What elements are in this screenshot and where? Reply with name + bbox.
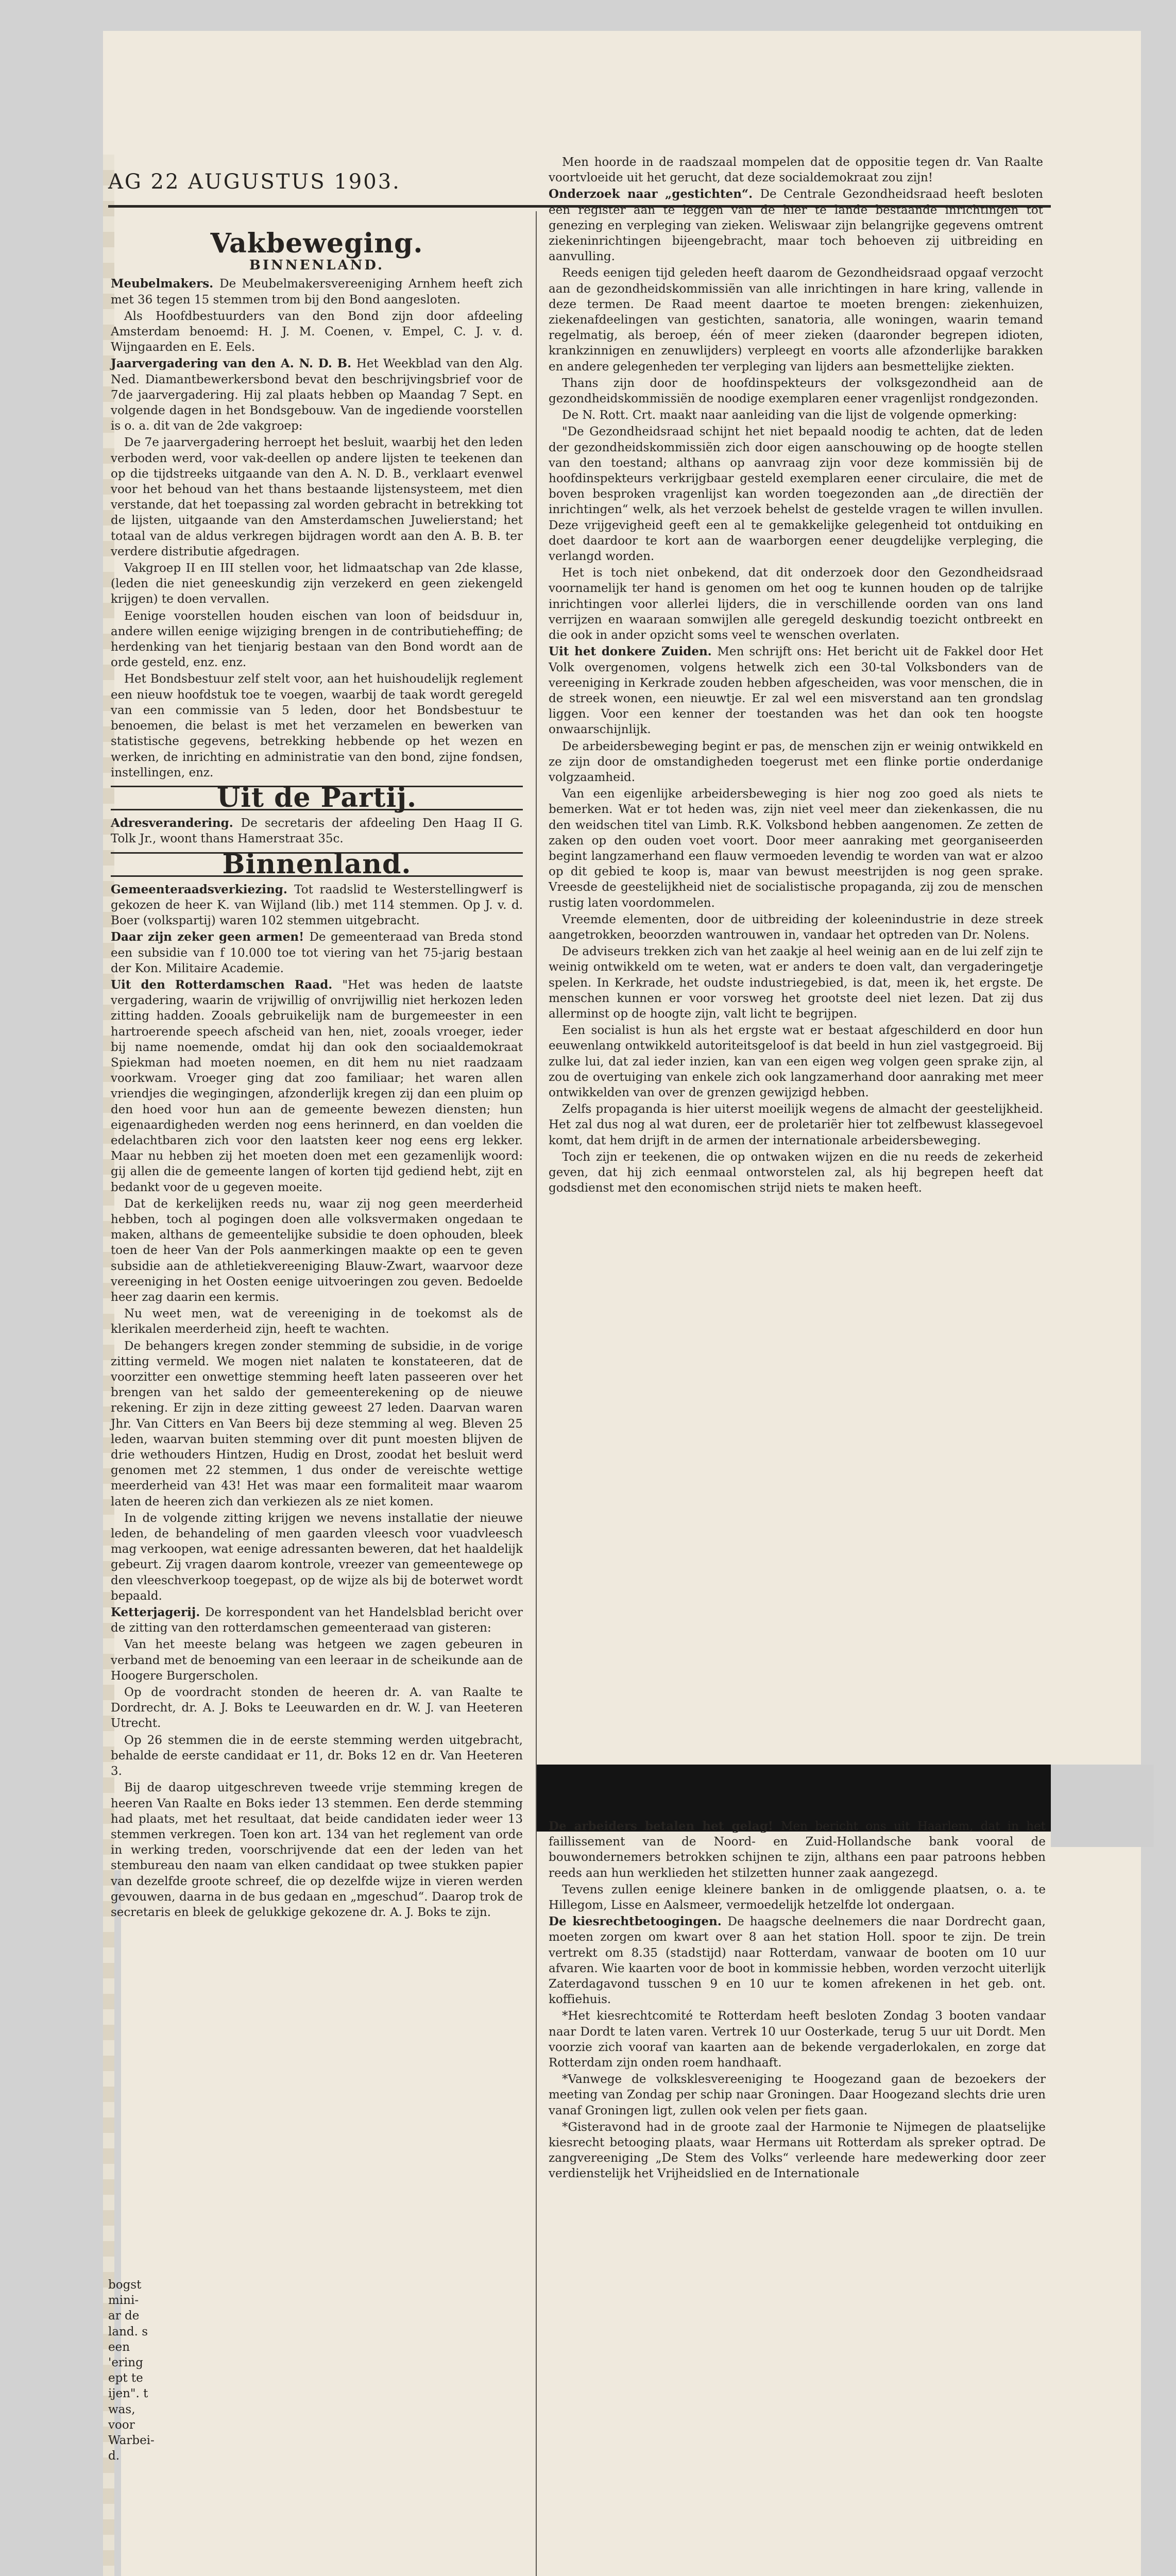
- article-paragraph: [549, 2120, 1046, 2182]
- article-text: Men bericht ons uit Haarlem, dat in het faillissement van de Noord- en Zuid-Hollandsche bank vooral de bouwondernemers betrokken schijnen te zijn, althans een paar patroons hebben reeds aan hun werklieden het stilzetten hunner zaak aangezegd.: [549, 1820, 1046, 1880]
- article-text: *Het kiesrechtcomité te Rotterdam heeft besloten Zondag 3 booten vandaar naar Dordt te laten varen. Vertrek 10 uur Oosterkade, terug 5 uur uit Dordt. Men voorzie zich vooraf van kaarten aan de bekende vergaderlokalen, en zorge dat Rotterdam zijn onden roem handhaaft.: [549, 2009, 1046, 2070]
- article-text: Thans zijn door de hoofdinspekteurs der volksgezondheid aan de gezondheidskommissiën de noodige exemplaren eener vragenlijst rondgezonden.: [549, 376, 1043, 406]
- article-text: De N. Rott. Crt. maakt naar aanleiding van die lijst de volgende opmerking:: [562, 409, 1017, 422]
- article-text: De korrespondent van het Handelsblad bericht over de zitting van den rotterdamschen gemeenteraad van gisteren:: [111, 1606, 523, 1635]
- article-paragraph: [549, 155, 1043, 185]
- article-text: Eenige voorstellen houden eischen van loon of beidsduur in, andere willen eenige wijziging brengen in de contributieheffing; de herdenking van het tienjarig bestaan van den Bond wordt aan de orde gesteld, enz. enz.: [111, 609, 523, 670]
- article-paragraph: [111, 561, 523, 607]
- article-paragraph: [111, 309, 523, 355]
- article-paragraph: [549, 2072, 1046, 2119]
- article-text: Het is toch niet onbekend, dat dit onderzoek door den Gezondheidsraad voornamelijk ter hand is genomen om het oog te kunnen houden op de talrijke inrichtingen voor allerlei lijders, die in verschillende oorden van ons land verrijzen en waaraan somwijlen alle geregeld deskundig toezicht ontbreekt en die ook in ander opzicht soms veel te wenschen overlaten.: [549, 566, 1043, 642]
- article-text: De 7e jaarvergadering herroept het besluit, waarbij het den leden verboden werd, voor vak-deellen op andere lijsten te teekenen dan op die tijdstreeks uitgaande van den A. N. D. B., verklaart evenwel voor het behoud van het thans bestaande lijstensysteem, met dien verstande, dat het toepassing zal worden gebracht in betrekking tot de lijsten, uitgaande van den Amsterdamschen Juwelierstand; het totaal van de aldus verkregen bijdragen wordt aan den A. B. B. ter verdere distributie afgedragen.: [111, 436, 523, 558]
- right-articles: [549, 155, 1043, 1196]
- article-text: De Centrale Gezondheidsraad heeft besloten een register aan te leggen van de hier te lande bestaande inrichtingen tot genezing en verpleging van zieken. Weliswaar zijn belangrijke gegevens omtrent ziekeninrichtingen bijeengebracht, maar toch behoeven zij uitbreiding en aanvulling.: [549, 188, 1043, 264]
- article-paragraph: [549, 739, 1043, 786]
- article-paragraph: [111, 1306, 523, 1337]
- article-paragraph: [111, 1637, 523, 1684]
- article-text: Vakgroep II en III stellen voor, het lidmaatschap van 2de klasse, (leden die niet geneeskundig zijn verzekerd en geen ziekengeld krijgen) te doen vervallen.: [111, 562, 523, 606]
- article-text: De secretaris der afdeeling Den Haag II G. Tolk Jr., woont thans Hamerstraat 35c.: [111, 817, 523, 846]
- article-text: Nu weet men, wat de vereeniging in de toekomst als de klerikalen meerderheid zijn, heeft te wachten.: [111, 1307, 523, 1336]
- column-right-lower: [549, 1819, 1046, 2183]
- article-text: Van een eigenlijke arbeidersbeweging is hier nog zoo goed als niets te bemerken. Wat er tot heden was, zijn niet veel meer dan ziekenkassen, die nu den weidschen titel van Limb. R.K. Volksbond hebben aangenomen. Ze zetten de zaken op den ouden voet voort. Door meer aanraking met georganiseerden begint langzamerhand een flauw vermoeden levendig te worden van wat er alzoo op dit gebied te koop is, maar van bewust meestrijden is nog geen sprake. Vreesde de geestelijkheid niet de socialistische propaganda, zij zou de menschen rustig laten voordommelen.: [549, 787, 1043, 910]
- article-paragraph: [111, 1338, 523, 1510]
- article-text: De adviseurs trekken zich van het zaakje al heel weinig aan en de lui zelf zijn te weinig ontwikkeld om te weten, wat er anders te doen valt, dan vergaderingetje spelen. In Kerkrade, het oudste industriegebied, is dat, meen ik, het ergste. De menschen kunnen er voor vorsweg het grootste deel niet lezen. Dat zij dus allerminst op de hoogte zijn, valt licht te begrijpen.: [549, 945, 1043, 1021]
- article-text: De Meubelmakersvereeniging Arnhem heeft zich met 36 tegen 15 stemmen trom bij den Bond aangesloten.: [111, 277, 523, 307]
- binnenland-banner: [111, 848, 523, 880]
- article-text: Op de voordracht stonden de heeren dr. A. van Raalte te Dordrecht, dr. A. J. Boks te Leeuwarden en dr. W. J. van Heeteren Utrecht.: [111, 1686, 523, 1731]
- article-paragraph: [549, 1149, 1043, 1196]
- partij-articles: [111, 816, 523, 846]
- article-text: Men hoorde in de raadszaal mompelen dat de oppositie tegen dr. Van Raalte voortvloeide uit het gerucht, dat deze socialdemokraat zou zijn!: [549, 156, 1043, 185]
- partij-banner: [111, 782, 523, 814]
- article-paragraph: [111, 1511, 523, 1604]
- article-text: Men schrijft ons: Het bericht uit de Fakkel door Het Volk overgenomen, volgens hetwelk zich een 30-tal Volksbonders van de vereeniging in Kerkrade zouden hebben afgescheiden, was voor menschen, die in de streek wonen, een nieuwtje. Er zal wel een misverstand aan ten grondslag liggen. Voor een kenner der toestanden was het dan ook ten hoogste onwaarschijnlijk.: [549, 645, 1043, 737]
- article-paragraph: [549, 786, 1043, 911]
- article-text: De haagsche deelnemers die naar Dordrecht gaan, moeten zorgen om kwart over 8 aan het station Holl. spoor te zijn. De trein vertrekt om 8.35 (stadstijd) naar Rotterdam, vanwaar de booten om 10 uur afvaren. Wie kaarten voor de boot in kommissie hebben, worden verzocht uiterlijk Zaterdagavond tusschen 9 en 10 uur te komen afrekenen in het geb. ont. koffiehuis.: [549, 1915, 1046, 2007]
- article-paragraph: [111, 608, 523, 671]
- binnenland-subheading: BINNENLAND.: [249, 258, 385, 274]
- article-paragraph: [549, 1101, 1043, 1148]
- article-lead: Onderzoek naar „gestichten“.: [549, 187, 760, 201]
- article-text: Reeds eenigen tijd geleden heeft daarom de Gezondheidsraad opgaaf verzocht aan de gezondheidskommissiën van alle inrichtingen in hare kring, vallende in deze termen. De Raad meent daartoe te moeten brengen: ziekenhuizen, ziekenafdeelingen van gestichten, sanatoria, alle woningen, waarin temand regelmatig, als beroep, één of meer zieken (daaronder begrepen idioten, krankzinnigen en zenuwlijders) verpleegt en voorts alle afzonderlijke barakken en andere gelegenheden ter verpleging van lijders aan besmettelijke ziekten.: [549, 266, 1043, 374]
- article-text: *Vanwege de volksklesvereeniging te Hoogezand gaan de bezoekers der meeting van Zondag per schip naar Groningen. Daar Hoogezand slechts drie uren vanaf Groningen ligt, zullen ook velen per fiets gaan.: [549, 2073, 1046, 2117]
- masthead-date: AG 22 AUGUSTUS 1903.: [108, 170, 401, 194]
- article-paragraph: [549, 1819, 1046, 1881]
- article-text: Op 26 stemmen die in de eerste stemming werden uitgebracht, behalde de eerste candidaat er 11, dr. Boks 12 en dr. Van Heeteren 3.: [111, 1733, 523, 1778]
- article-lead: Gemeenteraadsverkiezing.: [111, 882, 295, 896]
- article-text: "De Gezondheidsraad schijnt het niet bepaald noodig te achten, dat de leden der gezondheidskommissiën zich door eigen aanschouwing op de hoogte stellen van den toestand; althans op aanvraag zijn voor deze kommissiën bij de hoofdinspekteurs verkrijgbaar gesteld exemplaren eener circulaire, die met de boven besproken vragenlijst kan worden toegezonden aan „de directiën der inrichtingen“ welk, als het verzoek behelst de gestelde vragen te willen invullen. Deze vrijgevigheid geeft een al te gemakkelijke gelegenheid tot ontduiking en doet daardoor te kort aan de waarborgen eener deugdelijke verpleging, die verlangd worden.: [549, 425, 1043, 564]
- article-lead: Meubelmakers.: [111, 277, 220, 291]
- article-text: Vreemde elementen, door de uitbreiding der koleenindustrie in deze streek aangetrokken, beoorzden wantrouwen in, vandaar het optreden van Dr. Nolens.: [549, 912, 1043, 942]
- article-paragraph: [549, 912, 1043, 943]
- article-paragraph: [549, 565, 1043, 643]
- binnenland-heading: Binnenland.: [222, 848, 412, 880]
- article-paragraph: [111, 671, 523, 780]
- article-paragraph: [549, 424, 1043, 564]
- kiesrecht-articles: [549, 1819, 1046, 2182]
- article-paragraph: [549, 187, 1043, 264]
- article-paragraph: [111, 1685, 523, 1732]
- article-text: Bij de daarop uitgeschreven tweede vrije stemming kregen de heeren Van Raalte en Boks ieder 13 stemmen. Een derde stemming had plaats, met het resultaat, dat beide candidaten ieder weer 13 stemmen verkregen. Toen kon art. 134 van het reglement van orde in werking treden, voorschrijvende dat een der leden van het stembureau den naam van elken candidaat op twee stukken papier van dezelfde groote schreef, die op dezelfde wijze in vieren werden gevouwen, daarna in de bus gedaan en „mgeschud“. Daarop trok de secretaris en bleek de gelukkige gekozene dr. A. J. Boks te zijn.: [111, 1781, 523, 1919]
- article-paragraph: [111, 356, 523, 434]
- column-left: [111, 228, 523, 1921]
- article-paragraph: [111, 1733, 523, 1780]
- article-paragraph: [111, 816, 523, 846]
- article-paragraph: [549, 376, 1043, 406]
- article-lead: De arbeiders betalen het gelag!: [549, 1819, 781, 1833]
- article-text: Het Weekblad van den Alg. Ned. Diamantbewerkersbond bevat den beschrijvingsbrief voor de 7de jaarvergadering. Hij zal plaats hebben op Maandag 7 Sept. en volgende dagen in het Bondsgebouw. Van de ingediende voorstellen is o. a. dit van de 2de vakgroep:: [111, 357, 523, 433]
- article-text: Het Bondsbestuur zelf stelt voor, aan het huishoudelijk reglement een nieuw hoofdstuk toe te voegen, waarbij de taak wordt geregeld van een commissie van 5 leden, door het Bondsbestuur te benoemen, die belast is met het verzamelen en bewerken van statistische gegevens, betrekking hebbende op het wezen en werken, de inrichting en administratie van den bond, zijne fondsen, instellingen, enz.: [111, 672, 523, 779]
- article-paragraph: [111, 435, 523, 560]
- partij-heading: Uit de Partij.: [216, 782, 417, 814]
- article-lead: Ketterjagerij.: [111, 1605, 205, 1620]
- article-lead: Uit den Rotterdamschen Raad.: [111, 977, 343, 992]
- article-paragraph: [111, 1605, 523, 1636]
- article-text: Tot raadslid te Westerstellingwerf is gekozen de heer K. van Wijland (lib.) met 114 stemmen. Op J. v. d. Boer (volkspartij) waren 102 stemmen uitgebracht.: [111, 883, 523, 928]
- article-lead: Uit het donkere Zuiden.: [549, 645, 718, 659]
- article-text: *Gisteravond had in de groote zaal der Harmonie te Nijmegen de plaatselijke kiesrecht betooging plaats, waar Hermans uit Rotterdam als spreker optrad. De zangvereeniging „De Stem des Volks“ verleende hare medewerking door zeer verdienstelijk het Vrijheidslied en de Internationale: [549, 2120, 1046, 2181]
- article-text: Dat de kerkelijken reeds nu, waar zij nog geen meerderheid hebben, toch al pogingen doen alle volksvermaken ongedaan te maken, althans de gemeentelijke subsidie te doen ophouden, bleek toen de heer Van der Pols aanmerkingen maakte op een te geven subsidie aan de athletiekvereeniging Blauw-Zwart, waarvoor deze vereeniging in het Oosten eenige uitvoeringen zou geven. Bedoelde heer zag daarin een kermis.: [111, 1197, 523, 1304]
- article-lead: De kiesrechtbetoogingen.: [549, 1914, 728, 1929]
- article-paragraph: [549, 944, 1043, 1022]
- article-paragraph: [549, 408, 1043, 423]
- article-paragraph: [549, 265, 1043, 374]
- vakbeweging-heading: Vakbeweging.: [210, 228, 423, 259]
- article-paragraph: [111, 977, 523, 1195]
- article-text: Zelfs propaganda is hier uiterst moeilijk wegens de almacht der geestelijkheid. Het zal dus nog al wat duren, eer de proletariër hier tot zelfbewust klassegevoel komt, dat hem drijft in de armen der internationale arbeidersbeweging.: [549, 1103, 1043, 1147]
- adjacent-column-fragment: bogst mini- ar de land. s een 'ering ept te ijen". t was, voor Warbei- d.: [108, 2278, 155, 2463]
- article-text: Tevens zullen eenige kleinere banken in de omliggende plaatsen, o. a. te Hillegom, Lisse en Aalsmeer, vermoedelijk hetzelfde lot ondergaan.: [549, 1883, 1046, 1912]
- article-paragraph: [549, 1882, 1046, 1913]
- article-lead: Jaarvergadering van den A. N. D. B.: [111, 357, 356, 371]
- column-rule: [536, 211, 537, 2576]
- article-lead: Adresverandering.: [111, 816, 241, 831]
- article-text: Van het meeste belang was hetgeen we zagen gebeuren in verband met de benoeming van een leeraar in de scheikunde aan de Hoogere Burgerscholen.: [111, 1638, 523, 1683]
- binnenland-articles: [111, 882, 523, 1920]
- article-paragraph: [111, 882, 523, 929]
- article-text: Toch zijn er teekenen, die op ontwaken wijzen en die nu reeds de zekerheid geven, dat hij zich eenmaal ontworstelen zal, als hij begrepen heeft dat godsdienst met den economischen strijd niets te maken heeft.: [549, 1150, 1043, 1195]
- article-text: "Het was heden de laatste vergadering, waarin de vrijwillig of onvrijwillig niet herkozen leden zitting hadden. Zooals gebruikelijk nam de burgemeester in een hartroerende speech afscheid van hen, niet, zooals vroeger, ieder bij name noemende, omdat hij dan ook den sociaaldemokraat Spiekman had moeten noemen, en dit hem nu niet raadzaam voorkwam. Vroeger ging dat zoo familiaar; het waren allen vriendjes die wegingingen, afzonderlijk kregen zij dan een pluim op den hoed voor hun aan de gemeente bewezen diensten; hun eigenaardigheden werden nog eens herinnerd, en dan voelden die edelachtbaren zich voor den laatsten keer nog eens erg lekker. Maar nu hebben zij het moeten doen met een gezamenlijk woord: gij allen die de gemeente langen of korten tijd gediend hebt, zijt en bedankt voor de u gegeven moeite.: [111, 978, 523, 1194]
- article-paragraph: [111, 929, 523, 976]
- column-right-upper: [549, 155, 1043, 1197]
- article-text: Als Hoofdbestuurders van den Bond zijn door afdeeling Amsterdam benoemd: H. J. M. Coenen, v. Empel, C. J. v. d. Wijngaarden en E. Eels.: [111, 309, 523, 354]
- article-lead: Daar zijn zeker geen armen!: [111, 930, 310, 944]
- article-text: De arbeidersbeweging begint er pas, de menschen zijn er weinig ontwikkeld en ze zijn door de omstandigheden toegerust met een flinke portie onderdanige volgzaamheid.: [549, 739, 1043, 784]
- article-paragraph: [549, 1023, 1043, 1100]
- article-paragraph: [111, 1196, 523, 1305]
- article-paragraph: [549, 644, 1043, 737]
- article-text: De gemeenteraad van Breda stond een subsidie van f 10.000 toe tot viering van het 75-jarig bestaan der Kon. Militaire Academie.: [111, 930, 523, 975]
- article-text: Een socialist is hun als het ergste wat er bestaat afgeschilderd en door hun eeuwenlang ontwikkeld autoriteitsgeloof is dat beeld in hun ziel vastgegroeid. Bij zulke lui, dat zal ieder inzien, kan van een eigen weg volgen geen sprake zijn, al zou de overtuiging van enkele zich ook langzamerhand door aanraking met meer ontwikkelden van over de grenzen gewijzigd hebben.: [549, 1024, 1043, 1099]
- vakbeweging-articles: [111, 276, 523, 781]
- torn-corner: [1051, 1765, 1154, 1847]
- article-text: De behangers kregen zonder stemming de subsidie, in de vorige zitting vermeld. We mogen niet nalaten te konstateeren, dat de voorzitter een onwettige stemming heeft laten passeeren over het brengen van het saldo der gemeenterekening op de nieuwe rekening. Er zijn in deze zitting geweest 27 leden. Daarvan waren Jhr. Van Citters en Van Beers bij deze stemming al weg. Bleven 25 leden, waarvan buiten stemming over dit punt moesten blijven de drie wethouders Hintzen, Hudig en Drost, zoodat het besluit werd genomen met 22 stemmen, 1 dus onder de vereischte wettige meerderheid van 43! Het was maar een formaliteit maar waarom laten de heeren zich dan verkiezen als ze niet komen.: [111, 1339, 523, 1509]
- article-paragraph: [549, 1914, 1046, 2007]
- article-paragraph: [111, 1780, 523, 1920]
- article-text: In de volgende zitting krijgen we nevens installatie der nieuwe leden, de behandeling of men gaarden vleesch voor vuadvleesch mag verkoopen, wat eenige adressanten beweren, dat het haaldelijk gebeurt. Zij vragen daarom kontrole, vreezer van gemeentewege op den vleeschverkoop toegepast, op de wijze als bij de boterwet wordt bepaald.: [111, 1511, 523, 1603]
- article-paragraph: [549, 2008, 1046, 2071]
- article-paragraph: [111, 276, 523, 307]
